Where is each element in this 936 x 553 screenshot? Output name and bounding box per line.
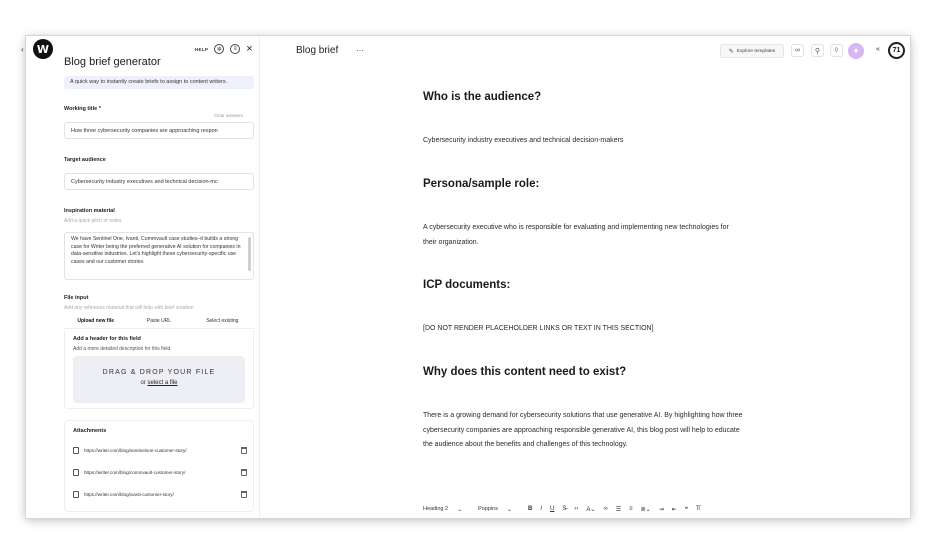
- help-link[interactable]: HELP: [195, 46, 209, 52]
- document-icon: [73, 491, 79, 498]
- inspiration-textarea[interactable]: [64, 232, 254, 280]
- panel-top-icons: [195, 44, 253, 54]
- attachment-url[interactable]: https://writer.com/blog/ivanti-customer-story/: [84, 491, 174, 497]
- block-style-select[interactable]: Heading 2: [423, 506, 449, 512]
- file-input-hint: Add any reference material that will help with brief creation: [64, 305, 194, 311]
- dropzone-subtitle: [73, 380, 245, 386]
- document-icon: [73, 469, 79, 476]
- bullet-list-icon[interactable]: ☰: [615, 506, 622, 513]
- chevron-down-icon[interactable]: ⌄: [457, 506, 463, 513]
- text-color-icon[interactable]: A⌄: [586, 506, 596, 513]
- target-audience-label: Target audience: [64, 157, 106, 163]
- document-title[interactable]: Blog brief: [296, 45, 339, 56]
- shield-icon[interactable]: ◊: [830, 44, 843, 57]
- writer-logo: W: [33, 39, 53, 59]
- dropzone-or: or: [140, 380, 146, 386]
- trash-icon[interactable]: [241, 469, 247, 476]
- format-toolbar: [423, 503, 708, 515]
- underline-icon[interactable]: U: [550, 506, 555, 512]
- attachment-url[interactable]: https://writer.com/blog/commvault-customer-story/: [84, 469, 186, 475]
- upload-card: [64, 331, 254, 409]
- collapse-panel-icon[interactable]: ‹: [21, 45, 24, 54]
- section-heading: Who is the audience?: [423, 91, 542, 103]
- align-icon[interactable]: ≣⌄: [640, 506, 651, 513]
- upload-header-label: Add a header for this field: [73, 336, 141, 342]
- dropzone-title: DRAG & DROP YOUR FILE: [102, 369, 216, 376]
- panel-description: A quick way to instantly create briefs to assign to content writers.: [64, 76, 254, 89]
- clear-answers-link[interactable]: Clear answers: [214, 113, 243, 118]
- app-panel: [26, 36, 260, 518]
- link-icon[interactable]: ∞: [603, 506, 608, 512]
- section-body: [DO NOT RENDER PLACEHOLDER LINKS OR TEXT IN THIS SECTION]: [423, 325, 654, 332]
- settings-icon[interactable]: ✲: [214, 44, 224, 54]
- inspiration-hint: Add a quick pitch or notes: [64, 218, 122, 224]
- code-icon[interactable]: ‹›: [574, 506, 579, 512]
- attachments-title: Attachments: [73, 428, 107, 434]
- explore-templates-label: Explore templates: [736, 48, 776, 54]
- chevron-down-icon[interactable]: ⌄: [507, 506, 513, 513]
- target-audience-input[interactable]: Cybersecurity industry executives and technical decision-mc: [64, 173, 254, 190]
- back-arrow-icon[interactable]: «: [876, 46, 880, 53]
- font-select[interactable]: Poppins: [478, 506, 498, 512]
- tab-paste-url[interactable]: Paste URL: [146, 318, 172, 324]
- section-body: Cybersecurity industry executives and technical decision-makers: [423, 137, 624, 144]
- close-icon[interactable]: ×: [246, 43, 253, 55]
- link-icon[interactable]: ∞: [791, 44, 804, 57]
- clear-format-icon[interactable]: T̸: [695, 506, 700, 512]
- indent-icon[interactable]: ⇥: [658, 506, 664, 513]
- wand-icon: ✎: [728, 48, 734, 55]
- numbered-list-icon[interactable]: ≡: [629, 506, 633, 512]
- trash-icon[interactable]: [241, 491, 247, 498]
- outdent-icon[interactable]: ⇤: [671, 506, 677, 513]
- section-body: There is a growing demand for cybersecurity solutions that use generative AI. By highlighting how three cybersecurity companies are approaching responsible generative AI, this blog post will help to educate the audience about the benefits and challenges of this technology.: [423, 412, 743, 448]
- upload-header-desc: Add a more detailed description for this field: [73, 346, 171, 352]
- quote-icon[interactable]: ❝: [684, 506, 688, 513]
- attachment-row[interactable]: [73, 467, 247, 477]
- list-icon[interactable]: ≡: [230, 44, 240, 54]
- panel-title: Blog brief generator: [64, 56, 161, 68]
- section-heading: Why does this content need to exist?: [423, 366, 627, 378]
- textarea-scrollbar[interactable]: [248, 237, 251, 271]
- inspiration-label: Inspiration material: [64, 208, 115, 214]
- document-icon: [73, 447, 79, 454]
- app-window: [26, 36, 910, 518]
- file-input-tabs: [64, 315, 254, 329]
- explore-templates-button[interactable]: [720, 44, 784, 58]
- tab-upload-new-file[interactable]: Upload new file: [77, 318, 114, 324]
- italic-icon[interactable]: I: [540, 506, 543, 512]
- attachments-card: [64, 420, 254, 512]
- attachment-row[interactable]: [73, 445, 247, 455]
- section-heading: ICP documents:: [423, 279, 511, 291]
- file-dropzone[interactable]: [73, 356, 245, 403]
- bold-icon[interactable]: B: [528, 506, 533, 512]
- document-menu-icon[interactable]: ⋯: [356, 46, 364, 55]
- file-input-label: File input: [64, 295, 89, 301]
- trash-icon[interactable]: [241, 447, 247, 454]
- tab-select-existing[interactable]: Select existing: [206, 318, 239, 324]
- attachment-url[interactable]: https://writer.com/blog/sentinelone-customer-story/: [84, 447, 187, 453]
- strikethrough-icon[interactable]: S̶: [562, 506, 567, 512]
- working-title-input[interactable]: How three cybersecurity companies are approaching respon: [64, 122, 254, 139]
- score-badge[interactable]: 71: [888, 42, 905, 59]
- ai-assist-icon[interactable]: ✦: [848, 43, 864, 59]
- inspiration-text: We have Sentinel One, Ivanti, Commvault case studies–it builds a strong case for Writer being the preferred generative AI solution for companies in data-sensitive industries. Let's highlight these cybersecurity-specific use cases and our customer stories.: [71, 236, 241, 265]
- select-file-link[interactable]: select a file: [147, 380, 178, 386]
- section-heading: Persona/sample role:: [423, 178, 540, 190]
- attachment-row[interactable]: [73, 489, 247, 499]
- pin-icon[interactable]: ⚲: [811, 44, 824, 57]
- section-body: A cybersecurity executive who is responsible for evaluating and implementing new technologies for their organization.: [423, 224, 729, 246]
- working-title-label: Working title *: [64, 106, 101, 112]
